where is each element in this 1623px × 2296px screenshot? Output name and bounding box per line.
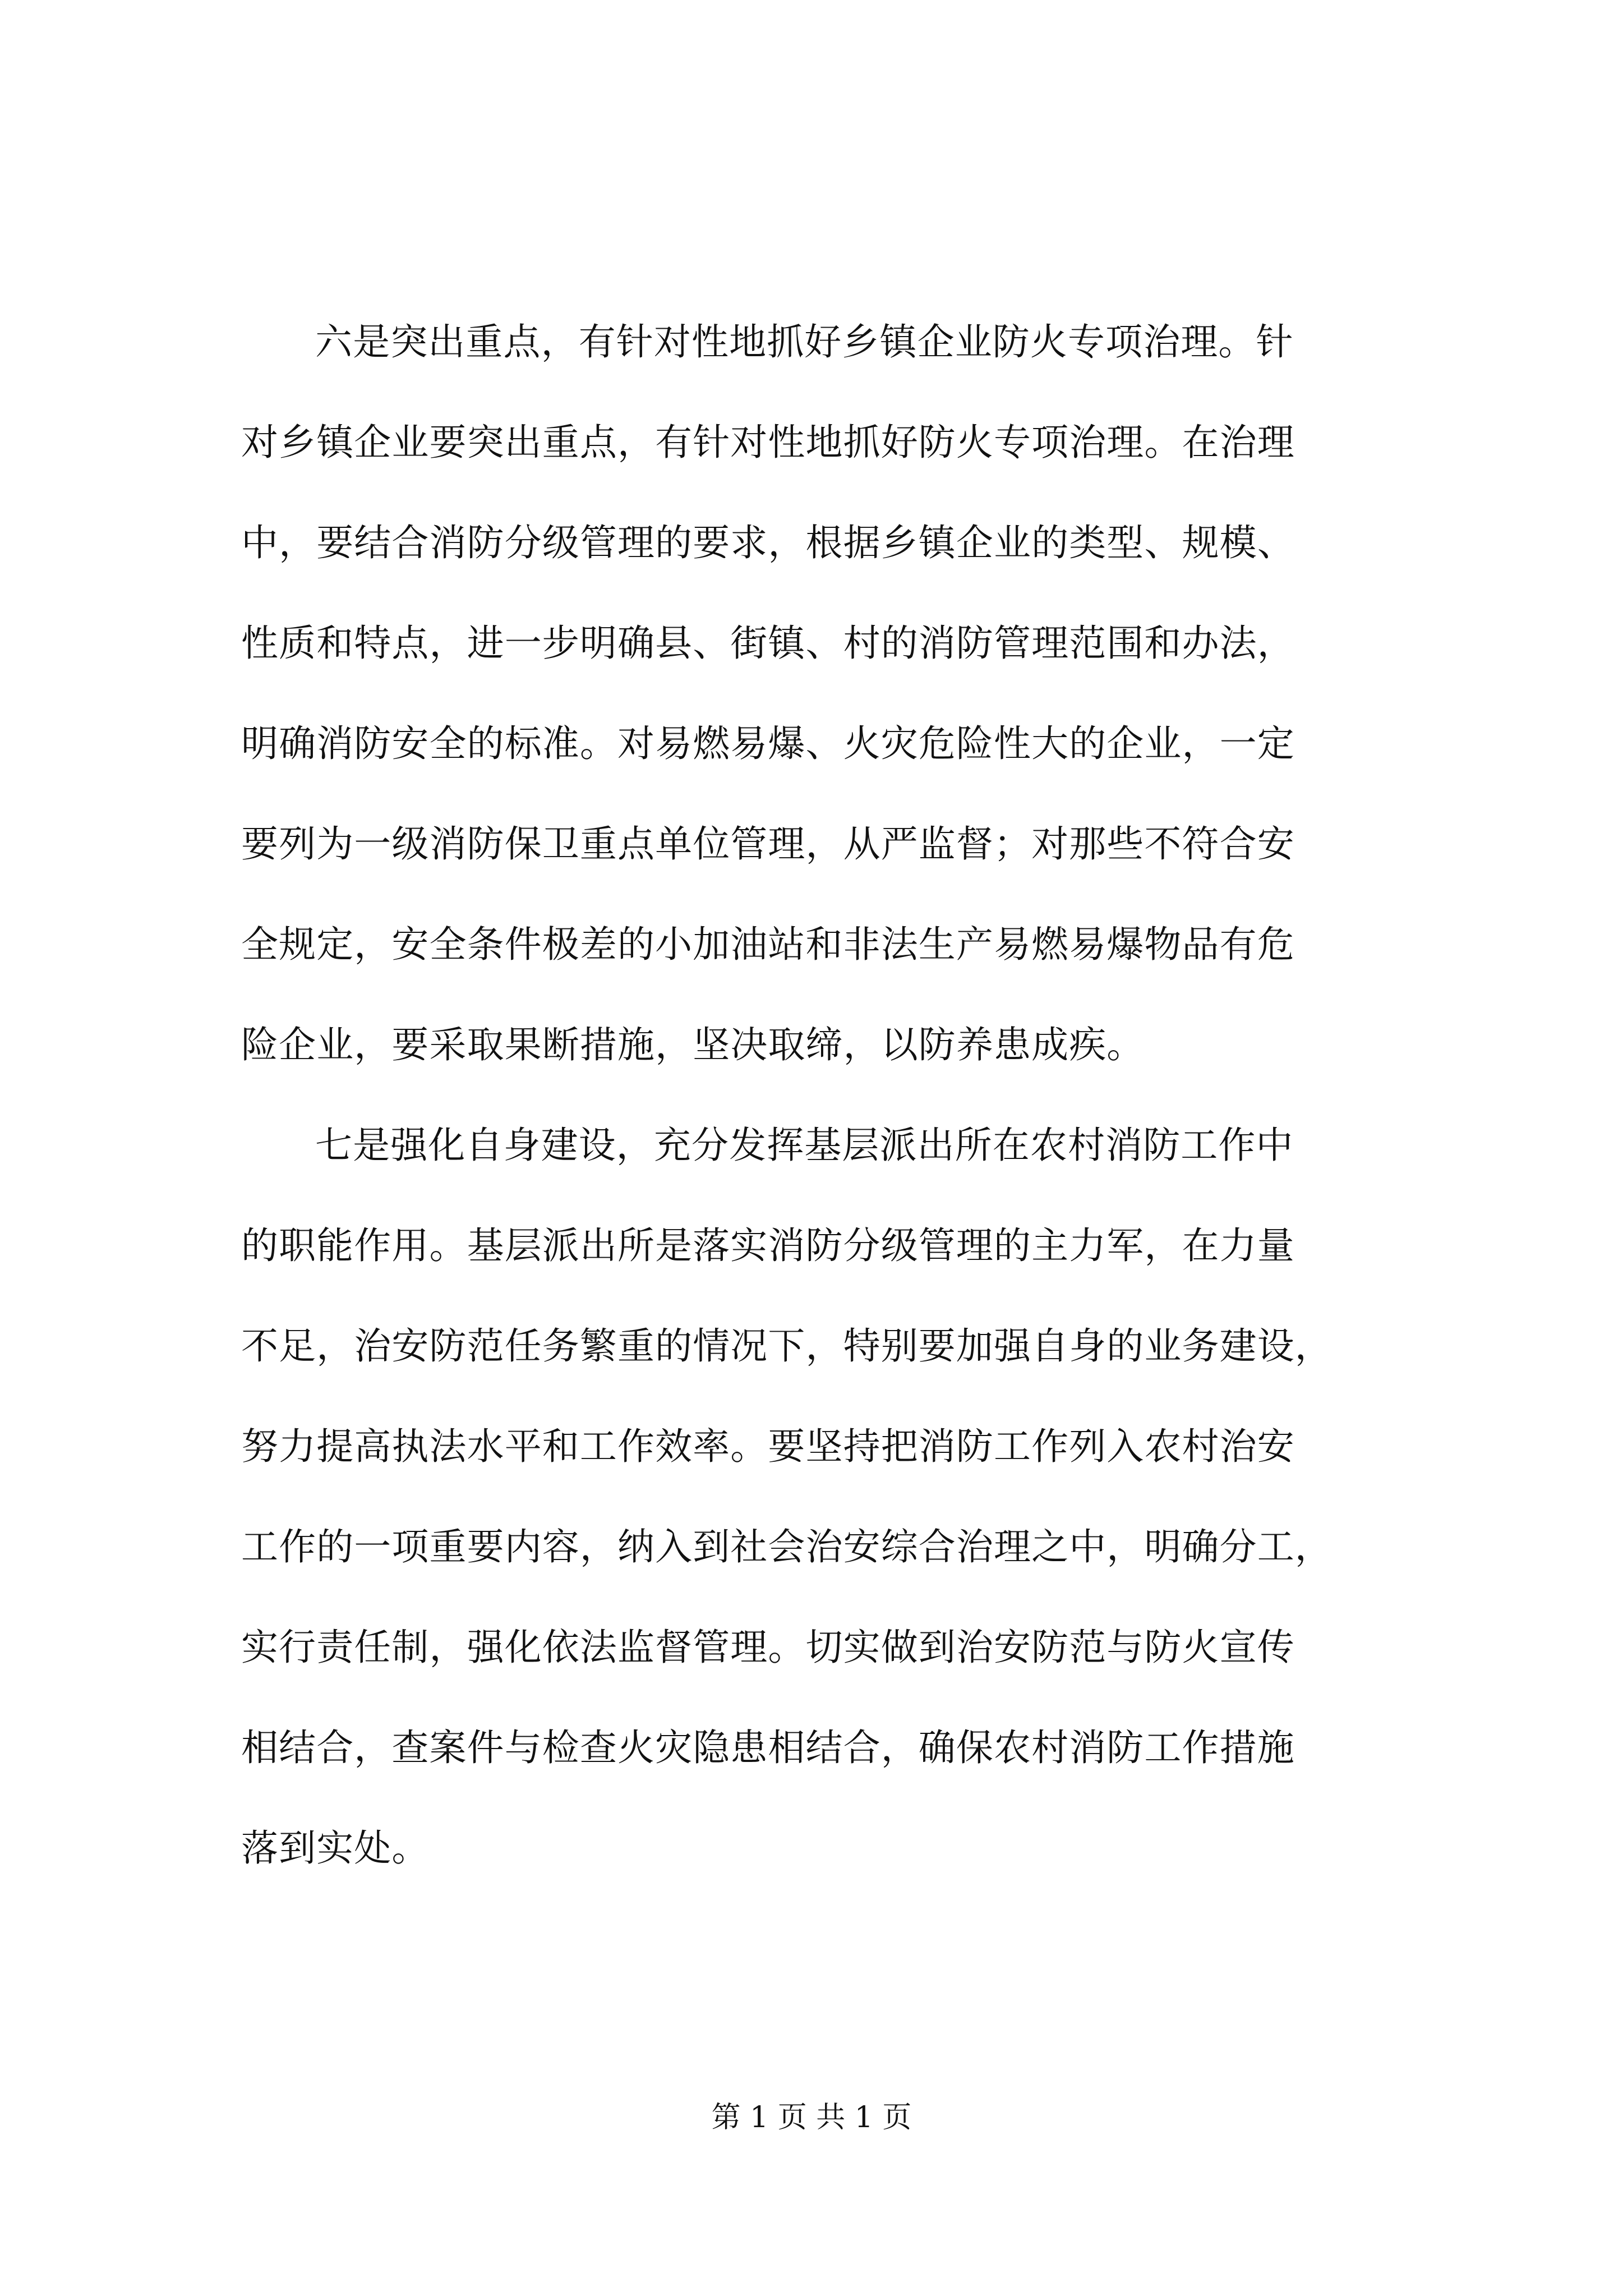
paragraph-line: 工作的一项重要内容，纳入到社会治安综合治理之中，明确分工，	[241, 1525, 1332, 1568]
paragraph-line: 全规定，安全条件极差的小加油站和非法生产易燃易爆物品有危	[241, 923, 1295, 966]
paragraph-line: 对乡镇企业要突出重点，有针对性地抓好防火专项治理。在治理	[241, 421, 1295, 464]
paragraph-2	[241, 1095, 1419, 1898]
paragraph-line: 的职能作用。基层派出所是落实消防分级管理的主力军，在力量	[241, 1224, 1295, 1267]
paragraph-1	[241, 292, 1419, 1095]
paragraph-line: 不足，治安防范任务繁重的情况下，特别要加强自身的业务建设，	[241, 1324, 1332, 1368]
paragraph-line: 性质和特点，进一步明确县、街镇、村的消防管理范围和办法，	[241, 622, 1295, 665]
paragraph-line: 实行责任制，强化依法监督管理。切实做到治安防范与防火宣传	[241, 1626, 1295, 1669]
paragraph-line: 努力提高执法水平和工作效率。要坚持把消防工作列入农村治安	[241, 1425, 1295, 1468]
paragraph-line: 相结合，查案件与检查火灾隐患相结合，确保农村消防工作措施	[241, 1726, 1295, 1769]
paragraph-line: 七是强化自身建设，充分发挥基层派出所在农村消防工作中	[315, 1124, 1294, 1167]
page-footer: 第 1 页 共 1 页	[711, 2101, 912, 2134]
paragraph-line: 要列为一级消防保卫重点单位管理，从严监督；对那些不符合安	[241, 822, 1295, 866]
document-body	[241, 292, 1419, 1898]
paragraph-line: 六是突出重点，有针对性地抓好乡镇企业防火专项治理。针	[315, 320, 1294, 364]
paragraph-line: 中，要结合消防分级管理的要求，根据乡镇企业的类型、规模、	[241, 521, 1295, 564]
paragraph-line: 险企业，要采取果断措施，坚决取缔，以防养患成疾。	[241, 1023, 1145, 1066]
paragraph-line: 落到实处。	[241, 1826, 430, 1870]
paragraph-line: 明确消防安全的标准。对易燃易爆、火灾危险性大的企业，一定	[241, 722, 1295, 765]
